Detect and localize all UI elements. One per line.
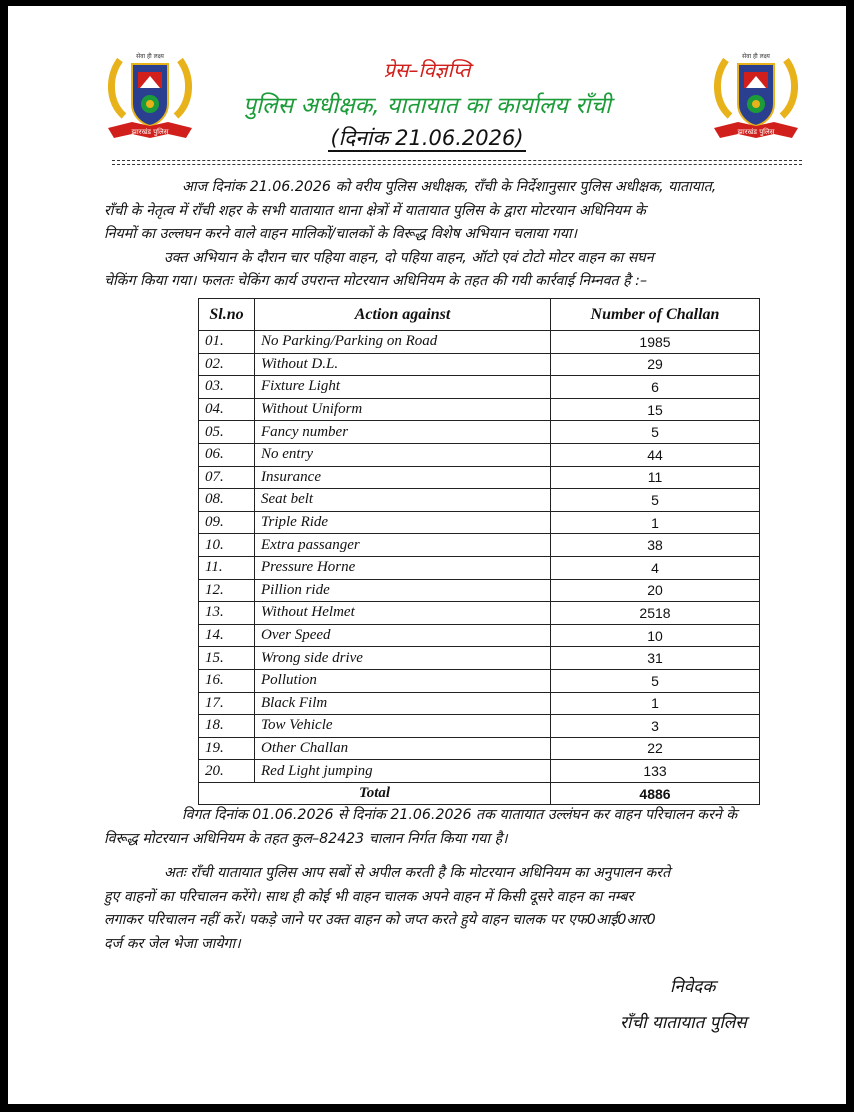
intro-paragraph xyxy=(104,176,810,294)
row-action: Without Uniform xyxy=(255,398,551,421)
emblem-ribbon-text: झारखंड पुलिस xyxy=(737,128,775,136)
intro-line: उक्त अभियान के दौरान चार पहिया वाहन, दो पहिया वाहन, ऑटो एवं टोटो मोटर वाहन का सघन xyxy=(164,249,654,266)
intro-line: चेकिंग किया गया। फलतः चेकिंग कार्य उपरान्त मोटरयान अधिनियम के तहत की गयी कार्रवाई निम्नवत है :– xyxy=(104,273,648,289)
row-challan-count: 29 xyxy=(551,353,760,376)
table-row xyxy=(199,556,760,579)
row-slno: 12. xyxy=(199,579,255,602)
row-action: Fixture Light xyxy=(255,376,551,399)
row-challan-count: 38 xyxy=(551,534,760,557)
row-action: Extra passanger xyxy=(255,534,551,557)
row-slno: 17. xyxy=(199,692,255,715)
row-action: Fancy number xyxy=(255,421,551,444)
row-slno: 09. xyxy=(199,511,255,534)
header-challan-count: Number of Challan xyxy=(551,299,760,331)
appeal-line: अतः राँची यातायात पुलिस आप सबों से अपील करती है कि मोटरयान अधिनियम का अनुपालन करते xyxy=(164,865,671,881)
table-row xyxy=(199,624,760,647)
table-row xyxy=(199,760,760,783)
table-row xyxy=(199,715,760,738)
table-row xyxy=(199,489,760,512)
table-row xyxy=(199,737,760,760)
intro-line: राँची के नेतृत्व में राँची शहर के सभी यातायात थाना क्षेत्रों में यातायात पुलिस के द्वारा मोटरयान अधिनियम के xyxy=(104,202,646,219)
separator-line xyxy=(112,160,802,161)
table-row xyxy=(199,669,760,692)
row-action: Pollution xyxy=(255,669,551,692)
row-slno: 19. xyxy=(199,737,255,760)
appeal-line: लगाकर परिचालन नहीं करें। पकड़े जाने पर उक्त वाहन को जप्त करते हुये वाहन चालक पर एफ0आई0आर0 xyxy=(104,912,656,928)
row-action: No Parking/Parking on Road xyxy=(255,331,551,354)
row-action: Wrong side drive xyxy=(255,647,551,670)
table-row xyxy=(199,579,760,602)
row-challan-count: 15 xyxy=(551,398,760,421)
row-action: Without D.L. xyxy=(255,353,551,376)
row-action: Tow Vehicle xyxy=(255,715,551,738)
appeal-paragraph xyxy=(104,862,810,956)
row-slno: 14. xyxy=(199,624,255,647)
row-challan-count: 5 xyxy=(551,489,760,512)
table-row xyxy=(199,353,760,376)
row-slno: 07. xyxy=(199,466,255,489)
row-slno: 01. xyxy=(199,331,255,354)
row-slno: 10. xyxy=(199,534,255,557)
row-challan-count: 3 xyxy=(551,715,760,738)
table-row xyxy=(199,421,760,444)
row-slno: 13. xyxy=(199,602,255,625)
intro-line: नियमों का उल्लघन करने वाले वाहन मालिकों/चालकों के विरूद्ध विशेष अभियान चलाया गया। xyxy=(104,226,578,242)
row-action: Pressure Horne xyxy=(255,556,551,579)
total-value: 4886 xyxy=(551,782,760,805)
row-slno: 15. xyxy=(199,647,255,670)
row-challan-count: 31 xyxy=(551,647,760,670)
row-action: Over Speed xyxy=(255,624,551,647)
row-challan-count: 1985 xyxy=(551,331,760,354)
row-slno: 20. xyxy=(199,760,255,783)
total-row xyxy=(199,782,760,805)
row-challan-count: 10 xyxy=(551,624,760,647)
signature-nivedak: निवेदक xyxy=(670,977,716,997)
appeal-line: हुए वाहनों का परिचालन करेंगे। साथ ही कोई भी वाहन चालक अपने वाहन में किसी दूसरे वाहन का नम्बर xyxy=(104,888,634,905)
row-action: Insurance xyxy=(255,466,551,489)
table-row xyxy=(199,398,760,421)
summary-paragraph xyxy=(104,804,810,851)
row-action: Pillion ride xyxy=(255,579,551,602)
row-challan-count: 1 xyxy=(551,692,760,715)
row-slno: 05. xyxy=(199,421,255,444)
office-name: पुलिस अधीक्षक, यातायात का कार्यालय राँची xyxy=(242,93,612,119)
summary-line: विरूद्ध मोटरयान अधिनियम के तहत कुल–82423 चालान निर्गत किया गया है। xyxy=(104,830,508,847)
table-row xyxy=(199,443,760,466)
row-slno: 03. xyxy=(199,376,255,399)
row-challan-count: 2518 xyxy=(551,602,760,625)
intro-line: आज दिनांक 21.06.2026 को वरीय पुलिस अधीक्षक, राँची के निर्देशानुसार पुलिस अधीक्षक, यातायात, xyxy=(182,179,717,195)
row-challan-count: 4 xyxy=(551,556,760,579)
row-challan-count: 1 xyxy=(551,511,760,534)
row-action: Triple Ride xyxy=(255,511,551,534)
row-slno: 02. xyxy=(199,353,255,376)
signature-authority: राँची यातायात पुलिस xyxy=(620,1013,747,1033)
date-text: (दिनांक 21.06.2026) xyxy=(330,126,524,150)
table-header-row xyxy=(199,299,760,331)
table-row xyxy=(199,692,760,715)
total-label: Total xyxy=(199,782,551,805)
row-action: Red Light jumping xyxy=(255,760,551,783)
appeal-line: दर्ज कर जेल भेजा जायेगा। xyxy=(104,935,241,952)
challan-table xyxy=(198,298,760,805)
row-slno: 16. xyxy=(199,669,255,692)
separator-line xyxy=(112,164,802,165)
row-slno: 08. xyxy=(199,489,255,512)
press-release-title: प्रेस–विज्ञप्ति xyxy=(383,58,471,82)
row-slno: 04. xyxy=(199,398,255,421)
row-challan-count: 22 xyxy=(551,737,760,760)
header-slno: Sl.no xyxy=(199,299,255,331)
row-slno: 11. xyxy=(199,556,255,579)
table-row xyxy=(199,331,760,354)
emblem-motto-text: सेवा ही लक्ष्य xyxy=(136,53,164,60)
emblem-ribbon-text: झारखंड पुलिस xyxy=(131,128,169,136)
row-challan-count: 6 xyxy=(551,376,760,399)
header-action: Action against xyxy=(255,299,551,331)
table-row xyxy=(199,466,760,489)
row-challan-count: 5 xyxy=(551,669,760,692)
date-line xyxy=(8,124,846,152)
table-row xyxy=(199,511,760,534)
row-challan-count: 133 xyxy=(551,760,760,783)
row-slno: 06. xyxy=(199,443,255,466)
row-challan-count: 11 xyxy=(551,466,760,489)
row-action: Black Film xyxy=(255,692,551,715)
row-slno: 18. xyxy=(199,715,255,738)
summary-line: विगत दिनांक 01.06.2026 से दिनांक 21.06.2026 तक यातायात उल्लंघन कर वाहन परिचालन करने के xyxy=(182,807,738,823)
row-action: Other Challan xyxy=(255,737,551,760)
row-challan-count: 44 xyxy=(551,443,760,466)
row-challan-count: 20 xyxy=(551,579,760,602)
table-row xyxy=(199,376,760,399)
emblem-motto-text: सेवा ही लक्ष्य xyxy=(742,53,770,60)
table-row xyxy=(199,602,760,625)
row-action: No entry xyxy=(255,443,551,466)
table-body xyxy=(199,331,760,783)
table-row xyxy=(199,647,760,670)
row-challan-count: 5 xyxy=(551,421,760,444)
row-action: Seat belt xyxy=(255,489,551,512)
table-row xyxy=(199,534,760,557)
press-release-page xyxy=(8,6,846,1104)
row-action: Without Helmet xyxy=(255,602,551,625)
